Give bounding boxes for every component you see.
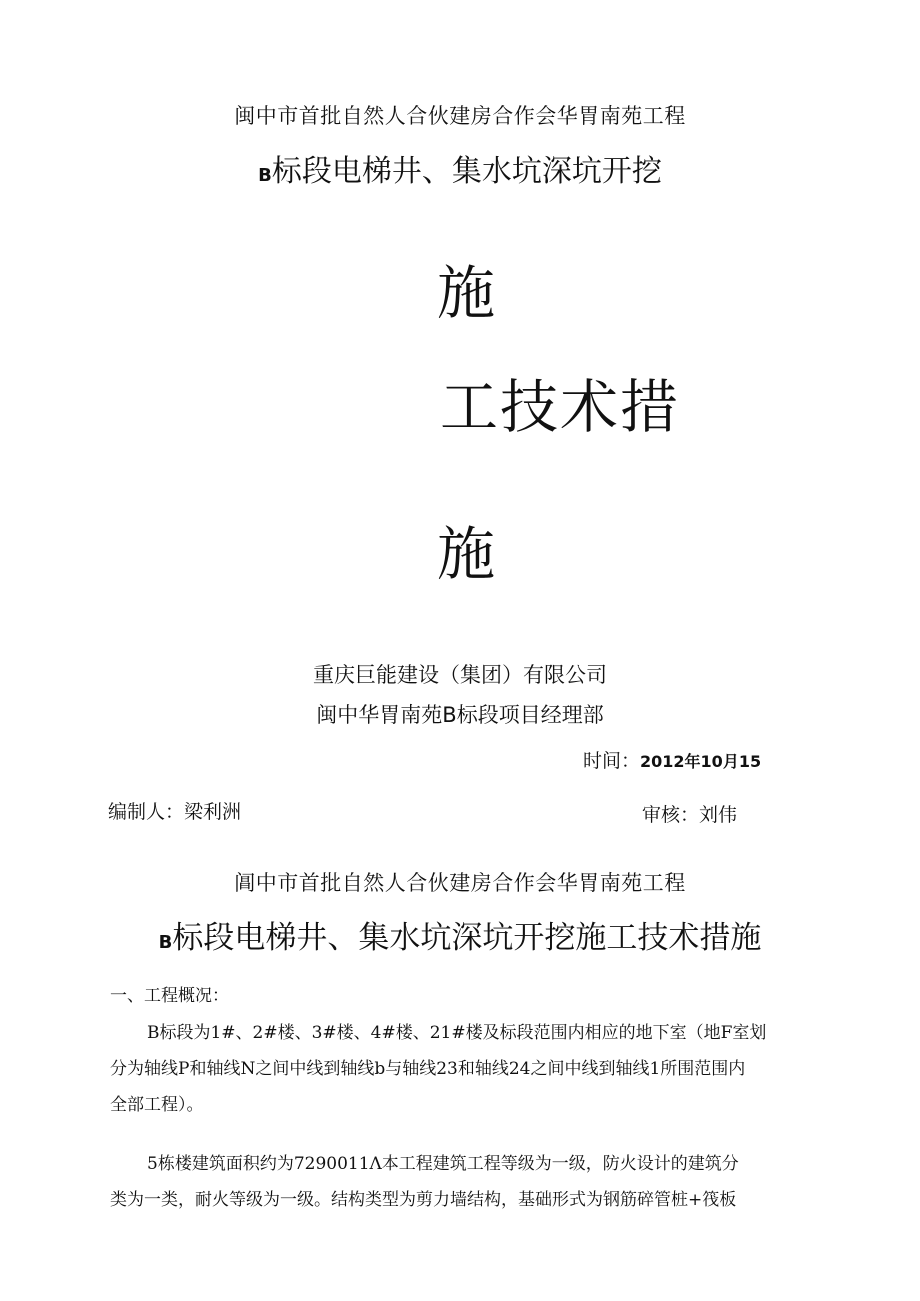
cover-title-line2-text: 标段电梯井、集水坑深坑开挖 [271,154,662,189]
paragraph-scope [110,1015,850,1123]
paragraph-line: 全部工程）。 [110,1095,204,1115]
cover-title-line2 [0,146,920,190]
cover-title-line2-prefix: B [258,165,272,186]
date-label: 时间： [583,750,641,772]
paragraph-line: 类为一类，耐火等级为一级。结构类型为剪力墙结构，基础形式为钢筋碎管桩+筏板 [110,1190,737,1210]
document-title-line2-text: 标段电梯井、集水坑深坑开挖施工技术措施 [172,920,762,956]
paragraph-building-info [110,1146,850,1218]
editor-line: 编制人：梁利洲 [108,801,242,823]
paragraph-line: 分为轴线P和轴线N之间中线到轴线b与轴线23和轴线24之间中线到轴线1所围范围内 [110,1059,746,1079]
cover-big-title-line2: 工技术措 [440,373,681,441]
cover-title-line1: 闽中市首批自然人合伙建房合作会华胃南苑工程 [234,104,686,128]
document-title-line1: 阊中市首批自然人合伙建房合作会华胃南苑工程 [234,871,686,895]
paragraph-line: 5栋楼建筑面积约为7290011Λ本工程建筑工程等级为一级，防火设计的建筑分 [147,1154,739,1174]
reviewer-line: 审核：刘伟 [642,804,738,826]
department-name: 闽中华胃南苑B标段项目经理部 [316,703,604,727]
document-title-line2-prefix: B [158,932,173,953]
date-value: 2012年10月15 [640,752,762,771]
cover-big-title-line1: 施 [437,259,496,327]
date-line [583,746,761,773]
section-heading: 一、工程概况： [110,986,229,1006]
document-title-line2 [0,912,920,957]
cover-big-title-line3: 施 [437,520,496,588]
company-name: 重庆巨能建设（集团）有限公司 [313,663,607,687]
paragraph-line: B标段为1#、2#楼、3#楼、4#楼、21#楼及标段范围内相应的地下室（地F室划 [147,1023,767,1043]
